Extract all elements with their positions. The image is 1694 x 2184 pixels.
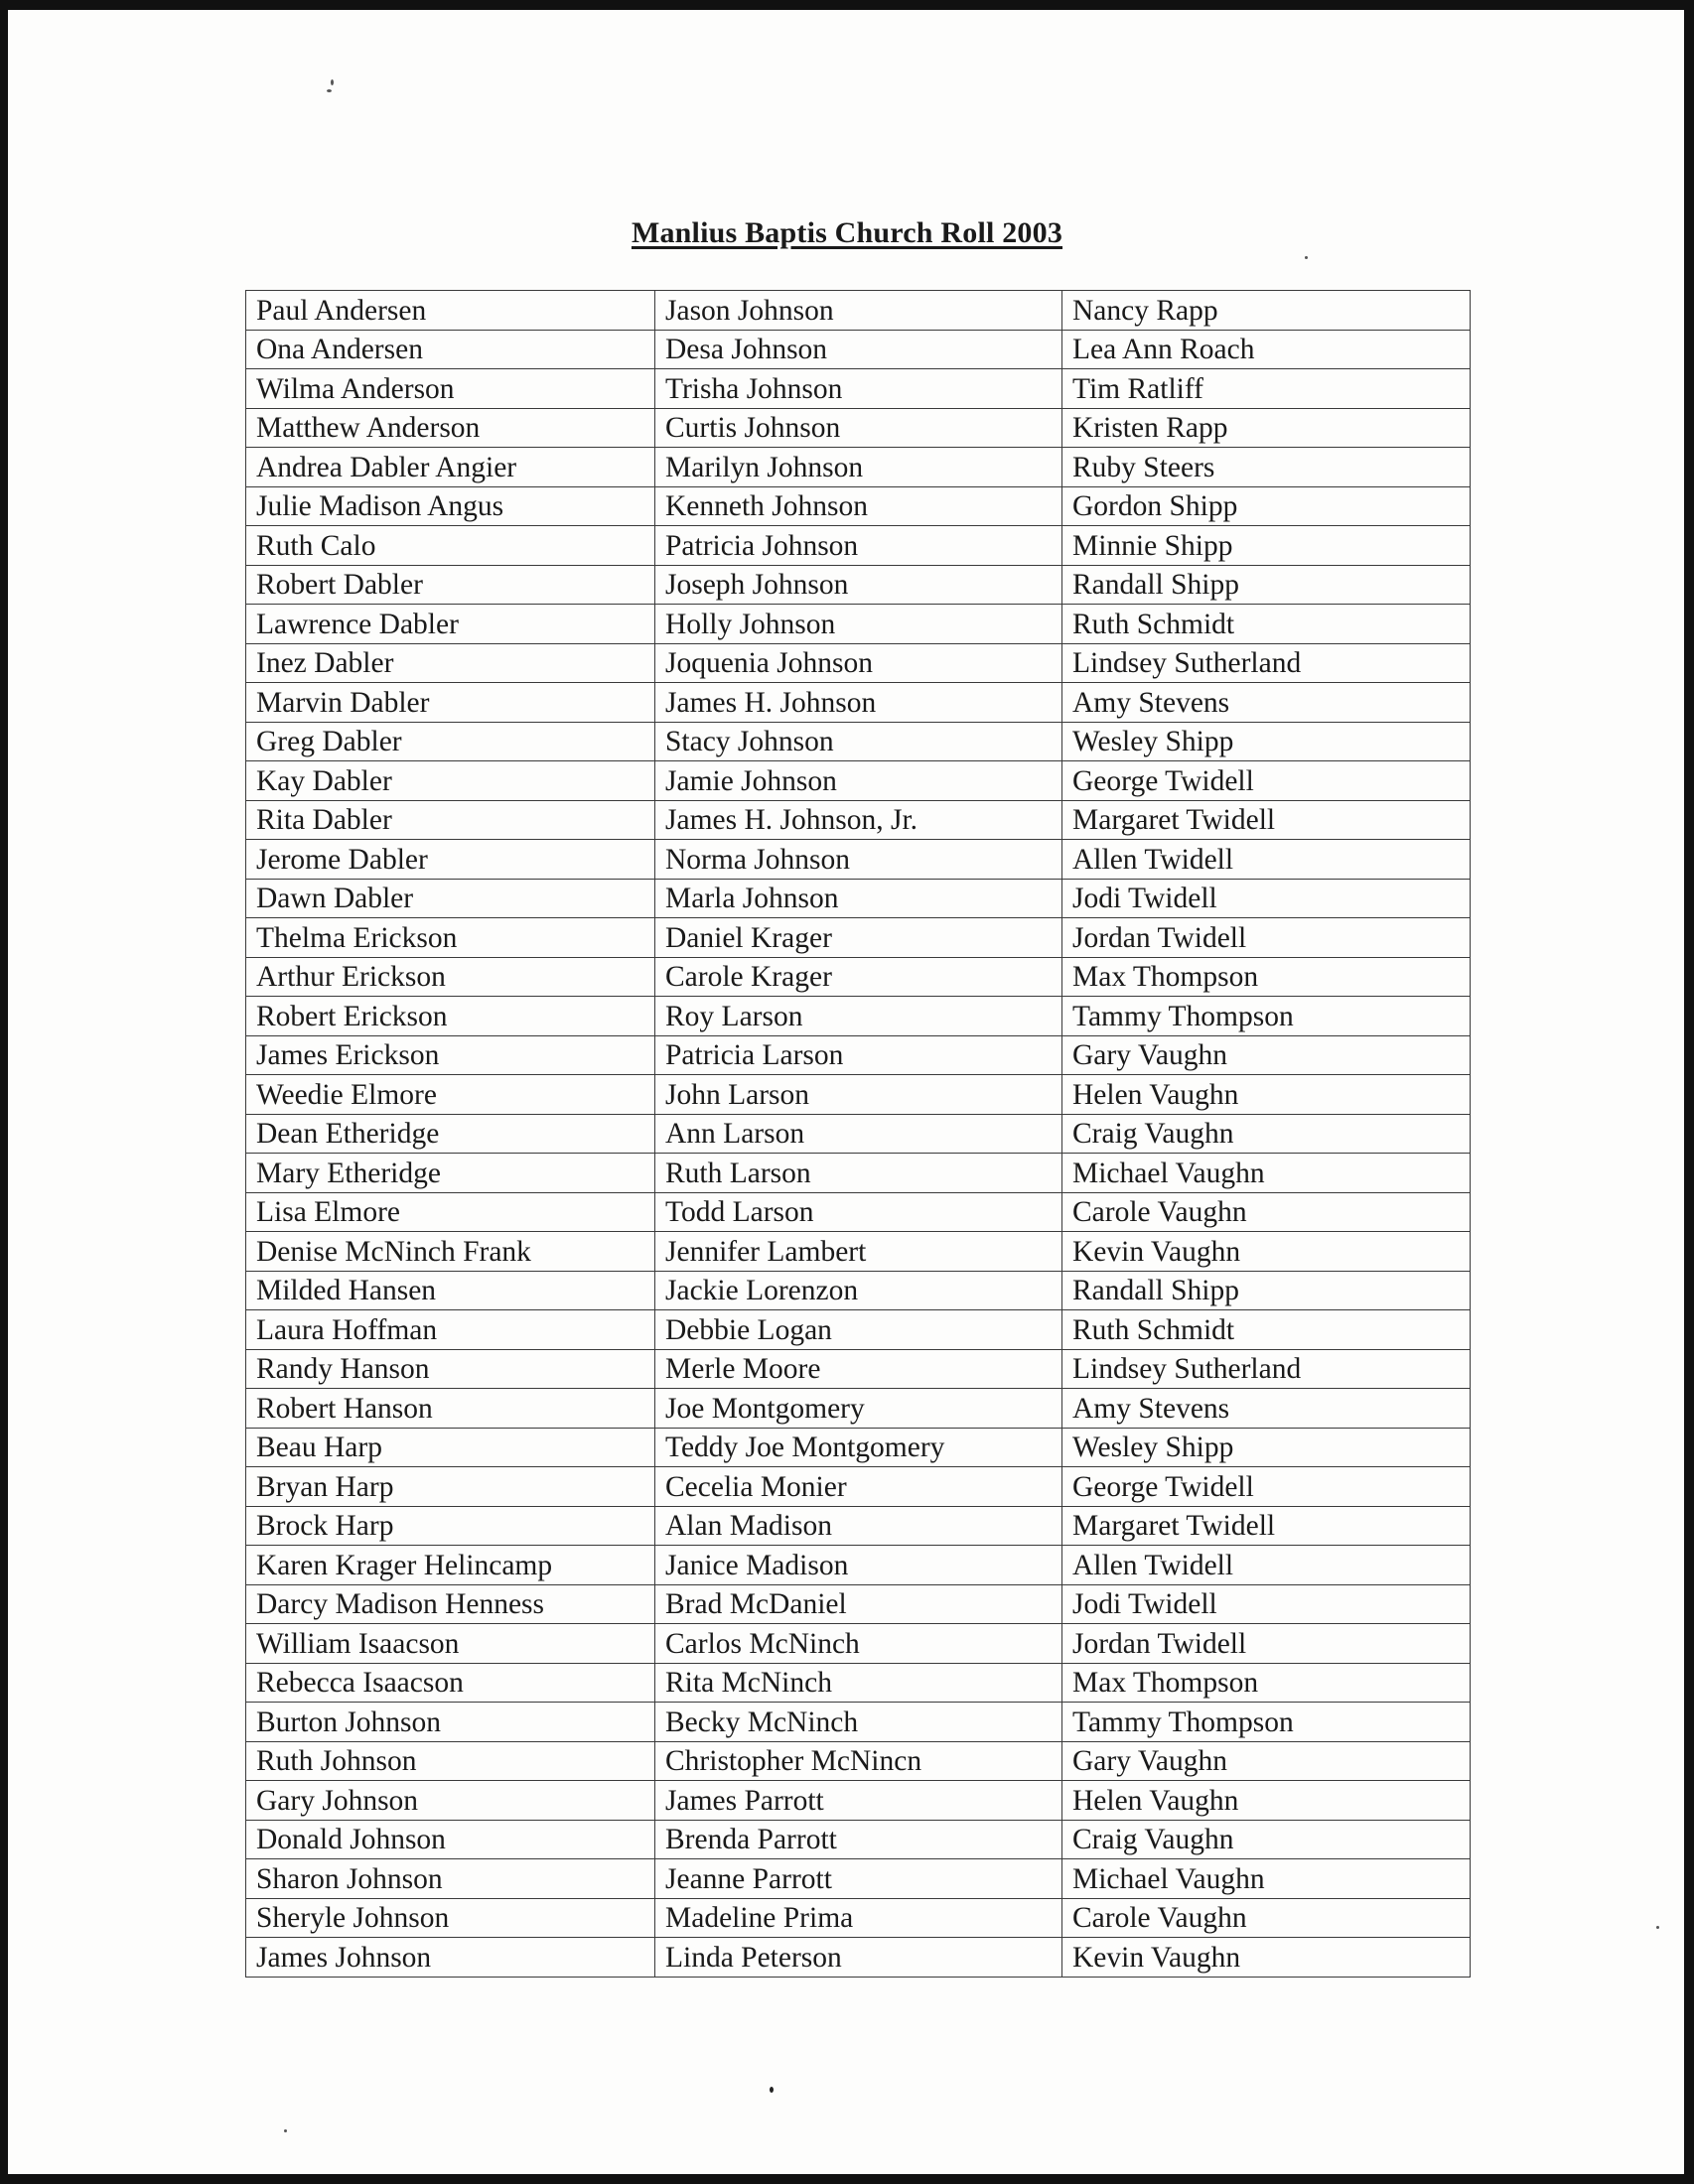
- member-name-cell: James H. Johnson: [655, 683, 1062, 723]
- member-name-cell: Desa Johnson: [655, 330, 1062, 369]
- member-name-cell: Ruth Johnson: [246, 1741, 655, 1781]
- member-name-cell: James H. Johnson, Jr.: [655, 800, 1062, 840]
- member-name-cell: Jason Johnson: [655, 291, 1062, 331]
- member-name-cell: Craig Vaughn: [1062, 1820, 1471, 1859]
- member-name-cell: Kenneth Johnson: [655, 486, 1062, 526]
- table-row: [246, 1310, 1471, 1350]
- member-name-cell: Margaret Twidell: [1062, 1506, 1471, 1546]
- scan-speck: [1305, 256, 1308, 259]
- scan-edge-bottom: [0, 2174, 1694, 2184]
- table-row: [246, 526, 1471, 566]
- table-row: [246, 1663, 1471, 1703]
- table-row: [246, 1114, 1471, 1154]
- member-name-cell: Stacy Johnson: [655, 722, 1062, 761]
- member-name-cell: Sheryle Johnson: [246, 1898, 655, 1938]
- member-name-cell: Inez Dabler: [246, 643, 655, 683]
- member-name-cell: Laura Hoffman: [246, 1310, 655, 1350]
- member-name-cell: Brock Harp: [246, 1506, 655, 1546]
- member-name-cell: Patricia Larson: [655, 1035, 1062, 1075]
- member-name-cell: Lisa Elmore: [246, 1192, 655, 1232]
- member-name-cell: Weedie Elmore: [246, 1075, 655, 1115]
- member-name-cell: Norma Johnson: [655, 840, 1062, 880]
- table-row: [246, 957, 1471, 997]
- member-name-cell: Margaret Twidell: [1062, 800, 1471, 840]
- member-name-cell: Robert Dabler: [246, 565, 655, 605]
- table-row: [246, 448, 1471, 487]
- table-row: [246, 1938, 1471, 1978]
- member-name-cell: Jackie Lorenzon: [655, 1271, 1062, 1310]
- table-row: [246, 1546, 1471, 1585]
- member-name-cell: Jamie Johnson: [655, 761, 1062, 801]
- member-name-cell: Madeline Prima: [655, 1898, 1062, 1938]
- church-roll-body: [246, 291, 1471, 1978]
- member-name-cell: Ruth Larson: [655, 1154, 1062, 1193]
- member-name-cell: Kevin Vaughn: [1062, 1232, 1471, 1272]
- table-row: [246, 683, 1471, 723]
- member-name-cell: Mary Etheridge: [246, 1154, 655, 1193]
- table-row: [246, 722, 1471, 761]
- member-name-cell: James Parrott: [655, 1781, 1062, 1821]
- scan-speck: [1656, 1926, 1659, 1929]
- table-row: [246, 1781, 1471, 1821]
- member-name-cell: Alan Madison: [655, 1506, 1062, 1546]
- document-title: Manlius Baptis Church Roll 2003: [631, 216, 1063, 249]
- member-name-cell: William Isaacson: [246, 1624, 655, 1664]
- scan-speck: [284, 2129, 287, 2132]
- member-name-cell: Rita Dabler: [246, 800, 655, 840]
- member-name-cell: Joseph Johnson: [655, 565, 1062, 605]
- table-row: [246, 643, 1471, 683]
- scan-speck: [327, 89, 332, 92]
- member-name-cell: Wesley Shipp: [1062, 1428, 1471, 1467]
- member-name-cell: Tim Ratliff: [1062, 369, 1471, 409]
- member-name-cell: Tammy Thompson: [1062, 997, 1471, 1036]
- member-name-cell: Jeanne Parrott: [655, 1859, 1062, 1899]
- member-name-cell: Jerome Dabler: [246, 840, 655, 880]
- member-name-cell: Amy Stevens: [1062, 1389, 1471, 1429]
- member-name-cell: Lindsey Sutherland: [1062, 1349, 1471, 1389]
- table-row: [246, 1624, 1471, 1664]
- member-name-cell: Randall Shipp: [1062, 565, 1471, 605]
- member-name-cell: Karen Krager Helincamp: [246, 1546, 655, 1585]
- member-name-cell: John Larson: [655, 1075, 1062, 1115]
- member-name-cell: Carole Vaughn: [1062, 1898, 1471, 1938]
- member-name-cell: Michael Vaughn: [1062, 1859, 1471, 1899]
- table-row: [246, 330, 1471, 369]
- member-name-cell: Daniel Krager: [655, 918, 1062, 958]
- member-name-cell: Lawrence Dabler: [246, 605, 655, 644]
- member-name-cell: Michael Vaughn: [1062, 1154, 1471, 1193]
- table-row: [246, 486, 1471, 526]
- member-name-cell: Teddy Joe Montgomery: [655, 1428, 1062, 1467]
- member-name-cell: Minnie Shipp: [1062, 526, 1471, 566]
- member-name-cell: Trisha Johnson: [655, 369, 1062, 409]
- member-name-cell: Holly Johnson: [655, 605, 1062, 644]
- member-name-cell: Burton Johnson: [246, 1703, 655, 1742]
- member-name-cell: Roy Larson: [655, 997, 1062, 1036]
- member-name-cell: Brenda Parrott: [655, 1820, 1062, 1859]
- member-name-cell: Ruth Schmidt: [1062, 1310, 1471, 1350]
- table-row: [246, 879, 1471, 918]
- table-row: [246, 840, 1471, 880]
- scan-edge-top: [0, 0, 1694, 10]
- member-name-cell: James Johnson: [246, 1938, 655, 1978]
- member-name-cell: Cecelia Monier: [655, 1467, 1062, 1507]
- member-name-cell: Gary Vaughn: [1062, 1035, 1471, 1075]
- member-name-cell: Marilyn Johnson: [655, 448, 1062, 487]
- member-name-cell: Randy Hanson: [246, 1349, 655, 1389]
- table-row: [246, 1703, 1471, 1742]
- scan-speck: [770, 2087, 774, 2093]
- member-name-cell: Christopher McNincn: [655, 1741, 1062, 1781]
- member-name-cell: Todd Larson: [655, 1192, 1062, 1232]
- table-row: [246, 1389, 1471, 1429]
- table-row: [246, 800, 1471, 840]
- member-name-cell: Randall Shipp: [1062, 1271, 1471, 1310]
- member-name-cell: Robert Hanson: [246, 1389, 655, 1429]
- member-name-cell: Curtis Johnson: [655, 408, 1062, 448]
- member-name-cell: Carole Vaughn: [1062, 1192, 1471, 1232]
- member-name-cell: Marvin Dabler: [246, 683, 655, 723]
- scan-edge-left: [0, 0, 8, 2184]
- member-name-cell: Sharon Johnson: [246, 1859, 655, 1899]
- member-name-cell: Ruth Calo: [246, 526, 655, 566]
- member-name-cell: Bryan Harp: [246, 1467, 655, 1507]
- table-row: [246, 761, 1471, 801]
- member-name-cell: Ona Andersen: [246, 330, 655, 369]
- member-name-cell: Darcy Madison Henness: [246, 1584, 655, 1624]
- member-name-cell: Lindsey Sutherland: [1062, 643, 1471, 683]
- member-name-cell: Wesley Shipp: [1062, 722, 1471, 761]
- member-name-cell: Kay Dabler: [246, 761, 655, 801]
- table-row: [246, 1035, 1471, 1075]
- member-name-cell: Ruby Steers: [1062, 448, 1471, 487]
- member-name-cell: Matthew Anderson: [246, 408, 655, 448]
- member-name-cell: Patricia Johnson: [655, 526, 1062, 566]
- member-name-cell: James Erickson: [246, 1035, 655, 1075]
- member-name-cell: Gary Vaughn: [1062, 1741, 1471, 1781]
- member-name-cell: Andrea Dabler Angier: [246, 448, 655, 487]
- table-row: [246, 291, 1471, 331]
- member-name-cell: Nancy Rapp: [1062, 291, 1471, 331]
- member-name-cell: Linda Peterson: [655, 1938, 1062, 1978]
- member-name-cell: George Twidell: [1062, 761, 1471, 801]
- member-name-cell: Jennifer Lambert: [655, 1232, 1062, 1272]
- member-name-cell: Beau Harp: [246, 1428, 655, 1467]
- member-name-cell: Helen Vaughn: [1062, 1075, 1471, 1115]
- member-name-cell: Donald Johnson: [246, 1820, 655, 1859]
- member-name-cell: Janice Madison: [655, 1546, 1062, 1585]
- member-name-cell: Jordan Twidell: [1062, 918, 1471, 958]
- member-name-cell: Brad McDaniel: [655, 1584, 1062, 1624]
- member-name-cell: Gary Johnson: [246, 1781, 655, 1821]
- table-row: [246, 1741, 1471, 1781]
- church-roll-table: [245, 290, 1471, 1978]
- member-name-cell: Helen Vaughn: [1062, 1781, 1471, 1821]
- member-name-cell: Max Thompson: [1062, 1663, 1471, 1703]
- table-row: [246, 1428, 1471, 1467]
- member-name-cell: Merle Moore: [655, 1349, 1062, 1389]
- table-row: [246, 605, 1471, 644]
- scan-edge-right: [1684, 0, 1694, 2184]
- table-row: [246, 1506, 1471, 1546]
- scan-speck: [331, 79, 334, 85]
- member-name-cell: Joe Montgomery: [655, 1389, 1062, 1429]
- member-name-cell: Kevin Vaughn: [1062, 1938, 1471, 1978]
- table-row: [246, 408, 1471, 448]
- member-name-cell: Amy Stevens: [1062, 683, 1471, 723]
- table-row: [246, 1232, 1471, 1272]
- member-name-cell: Dean Etheridge: [246, 1114, 655, 1154]
- member-name-cell: Wilma Anderson: [246, 369, 655, 409]
- member-name-cell: Gordon Shipp: [1062, 486, 1471, 526]
- member-name-cell: Max Thompson: [1062, 957, 1471, 997]
- member-name-cell: Paul Andersen: [246, 291, 655, 331]
- table-row: [246, 1467, 1471, 1507]
- table-row: [246, 1271, 1471, 1310]
- member-name-cell: Tammy Thompson: [1062, 1703, 1471, 1742]
- member-name-cell: Denise McNinch Frank: [246, 1232, 655, 1272]
- table-row: [246, 997, 1471, 1036]
- table-row: [246, 1820, 1471, 1859]
- member-name-cell: Ann Larson: [655, 1114, 1062, 1154]
- member-name-cell: Julie Madison Angus: [246, 486, 655, 526]
- member-name-cell: Kristen Rapp: [1062, 408, 1471, 448]
- member-name-cell: George Twidell: [1062, 1467, 1471, 1507]
- member-name-cell: Dawn Dabler: [246, 879, 655, 918]
- table-row: [246, 565, 1471, 605]
- table-row: [246, 1859, 1471, 1899]
- table-row: [246, 1584, 1471, 1624]
- member-name-cell: Allen Twidell: [1062, 840, 1471, 880]
- member-name-cell: Carlos McNinch: [655, 1624, 1062, 1664]
- table-row: [246, 1898, 1471, 1938]
- member-name-cell: Debbie Logan: [655, 1310, 1062, 1350]
- member-name-cell: Greg Dabler: [246, 722, 655, 761]
- table-row: [246, 918, 1471, 958]
- table-row: [246, 1154, 1471, 1193]
- table-row: [246, 1349, 1471, 1389]
- member-name-cell: Ruth Schmidt: [1062, 605, 1471, 644]
- member-name-cell: Rita McNinch: [655, 1663, 1062, 1703]
- member-name-cell: Joquenia Johnson: [655, 643, 1062, 683]
- member-name-cell: Arthur Erickson: [246, 957, 655, 997]
- member-name-cell: Jordan Twidell: [1062, 1624, 1471, 1664]
- member-name-cell: Rebecca Isaacson: [246, 1663, 655, 1703]
- member-name-cell: Becky McNinch: [655, 1703, 1062, 1742]
- member-name-cell: Craig Vaughn: [1062, 1114, 1471, 1154]
- member-name-cell: Jodi Twidell: [1062, 1584, 1471, 1624]
- member-name-cell: Milded Hansen: [246, 1271, 655, 1310]
- member-name-cell: Allen Twidell: [1062, 1546, 1471, 1585]
- table-row: [246, 369, 1471, 409]
- member-name-cell: Marla Johnson: [655, 879, 1062, 918]
- member-name-cell: Jodi Twidell: [1062, 879, 1471, 918]
- member-name-cell: Carole Krager: [655, 957, 1062, 997]
- table-row: [246, 1192, 1471, 1232]
- member-name-cell: Thelma Erickson: [246, 918, 655, 958]
- member-name-cell: Robert Erickson: [246, 997, 655, 1036]
- member-name-cell: Lea Ann Roach: [1062, 330, 1471, 369]
- table-row: [246, 1075, 1471, 1115]
